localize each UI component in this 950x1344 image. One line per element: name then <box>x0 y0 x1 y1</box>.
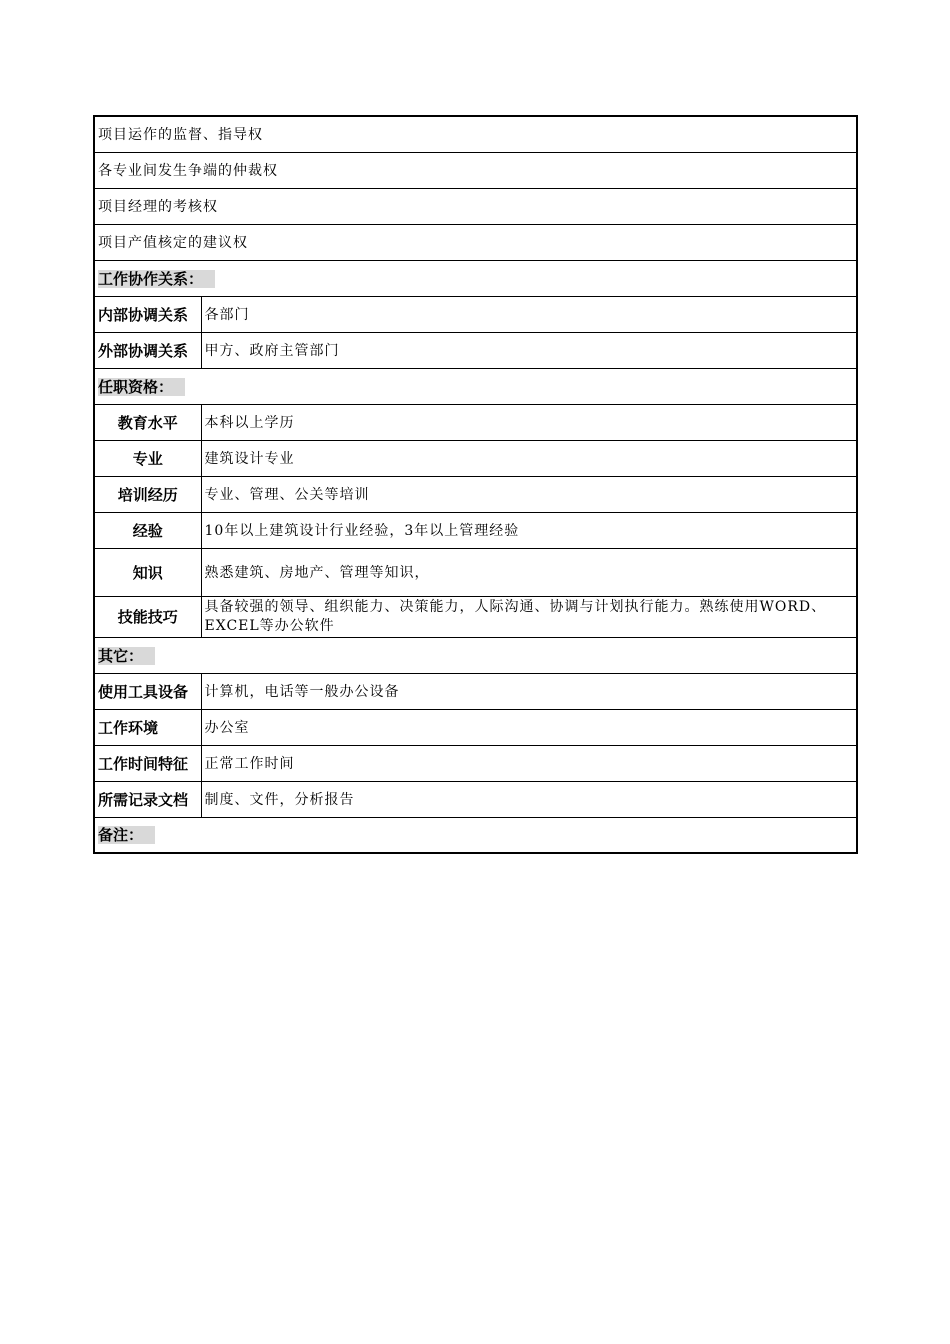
table-row <box>94 548 857 596</box>
table-row <box>94 476 857 512</box>
job-description-table <box>93 115 858 854</box>
field-value: 甲方、政府主管部门 <box>201 332 857 368</box>
field-label: 所需记录文档 <box>94 781 201 817</box>
field-value: 具备较强的领导、组织能力、决策能力，人际沟通、协调与计划执行能力。熟练使用WORD、EXCEL等办公软件 <box>201 596 857 637</box>
table-row <box>94 709 857 745</box>
table-row <box>94 404 857 440</box>
field-label: 外部协调关系 <box>94 332 201 368</box>
table-row <box>94 332 857 368</box>
table-row <box>94 596 857 637</box>
field-label: 工作时间特征 <box>94 745 201 781</box>
table-row <box>94 296 857 332</box>
field-label: 使用工具设备 <box>94 673 201 709</box>
section-row <box>94 368 857 404</box>
right-item: 项目产值核定的建议权 <box>94 224 857 260</box>
rights-row <box>94 188 857 224</box>
rights-row <box>94 116 857 152</box>
section-heading-remarks: 备注： <box>94 817 857 853</box>
section-heading-qualifications: 任职资格： <box>94 368 857 404</box>
right-item: 项目经理的考核权 <box>94 188 857 224</box>
field-label: 技能技巧 <box>94 596 201 637</box>
rights-row <box>94 224 857 260</box>
table-row <box>94 673 857 709</box>
field-value: 10年以上建筑设计行业经验，3年以上管理经验 <box>201 512 857 548</box>
field-label: 教育水平 <box>94 404 201 440</box>
table-row <box>94 512 857 548</box>
field-value: 办公室 <box>201 709 857 745</box>
field-label: 知识 <box>94 548 201 596</box>
field-label: 经验 <box>94 512 201 548</box>
field-label: 培训经历 <box>94 476 201 512</box>
table-row <box>94 440 857 476</box>
right-item: 项目运作的监督、指导权 <box>94 116 857 152</box>
section-row <box>94 260 857 296</box>
table-row <box>94 781 857 817</box>
field-label: 专业 <box>94 440 201 476</box>
field-value: 各部门 <box>201 296 857 332</box>
field-value: 熟悉建筑、房地产、管理等知识， <box>201 548 857 596</box>
field-label: 工作环境 <box>94 709 201 745</box>
table-row <box>94 745 857 781</box>
field-value: 制度、文件，分析报告 <box>201 781 857 817</box>
section-row <box>94 817 857 853</box>
section-heading-other: 其它： <box>94 637 857 673</box>
field-label: 内部协调关系 <box>94 296 201 332</box>
field-value: 本科以上学历 <box>201 404 857 440</box>
field-value: 建筑设计专业 <box>201 440 857 476</box>
section-row <box>94 637 857 673</box>
rights-row <box>94 152 857 188</box>
field-value: 计算机，电话等一般办公设备 <box>201 673 857 709</box>
right-item: 各专业间发生争端的仲裁权 <box>94 152 857 188</box>
field-value: 专业、管理、公关等培训 <box>201 476 857 512</box>
field-value: 正常工作时间 <box>201 745 857 781</box>
section-heading-cooperation: 工作协作关系： <box>94 260 857 296</box>
